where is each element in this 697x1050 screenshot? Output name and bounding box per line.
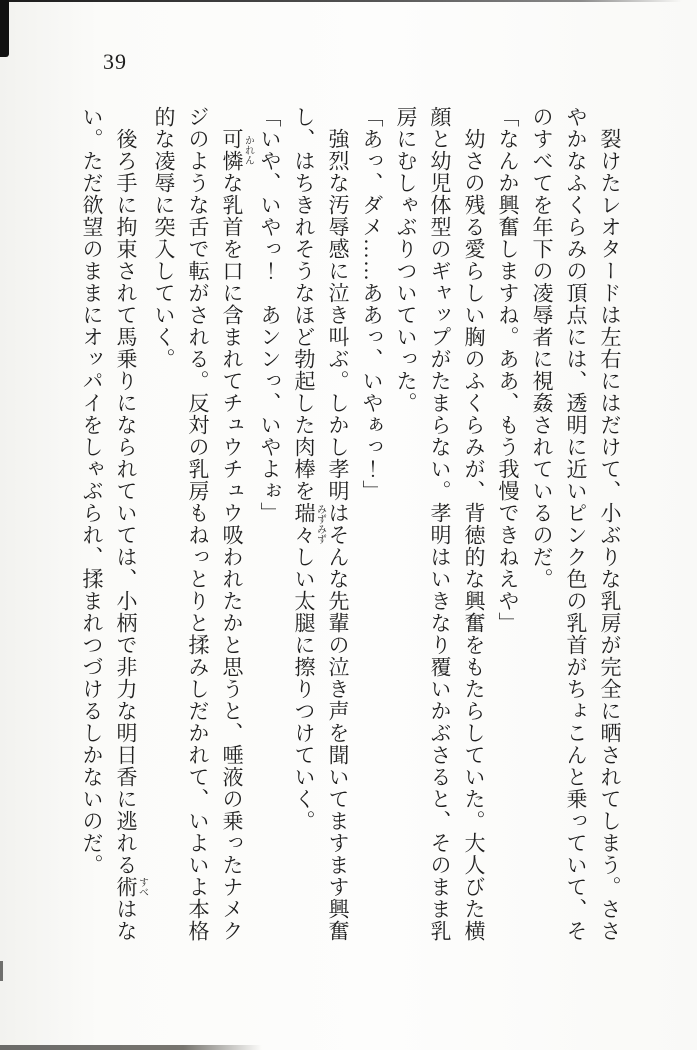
narration-paragraph: 幼さの残る愛らしい胸のふくらみが、背徳的な興奮をもたらしていた。大人びた横顔と幼児体型のギャップがたまらない。孝明はいきなり覆いかぶさると、そのまま乳房にむしゃぶりついていった。 xyxy=(394,106,486,942)
furigana: すべ xyxy=(136,876,148,898)
furigana: かれん xyxy=(242,128,254,172)
text-block xyxy=(81,106,627,946)
dialogue-paragraph: 「いや、いやっ！ あンンっ、いやよぉ」 xyxy=(258,106,282,524)
ruby-annotated-word: 瑞々みずみず xyxy=(292,502,326,546)
narration-paragraph: 後ろ手に拘束されて馬乗りになられていては、小柄で非力な明日香に逃れる術すべはない。ただ欲望のままにオッパイをしゃぶられ、揉まれつづけるしかないのだ。 xyxy=(80,106,148,942)
scan-artifact-bottom-edge xyxy=(0,1045,262,1050)
dialogue-paragraph: 「なんか興奮しますね。ああ、もう我慢できねえや」 xyxy=(496,106,520,634)
narration-paragraph: 可憐かれんな乳首を口に含まれてチュウチュウ吸われたかと思うと、唾液の乗ったナメクジのような舌で転がされる。反対の乳房もねっとりと揉みしだかれて、いよいよ本格的な凌辱に突入していく。 xyxy=(152,106,254,942)
ruby-annotated-word: 術すべ xyxy=(114,876,148,898)
dialogue-paragraph: 「あっ、ダメ……ああっ、いやぁっ！」 xyxy=(360,106,384,502)
narration-paragraph: 強烈な汚辱感に泣き叫ぶ。しかし孝明はそんな先輩の泣き声を聞いてますます興奮し、はちきれそうなほど勃起した肉棒を瑞々みずみずしい太腿に擦りつけていく。 xyxy=(292,106,350,942)
scan-artifact-top-edge xyxy=(0,0,682,2)
scan-artifact-top-left-bar xyxy=(0,0,9,57)
page-number: 39 xyxy=(103,49,127,74)
narration-paragraph: 裂けたレオタードは左右にはだけて、小ぶりな乳房が完全に晒されてしまう。ささやかなふくらみの頂点には、透明に近いピンク色の乳首がちょこんと乗っていて、そのすべてを年下の凌辱者に視姦されているのだ。 xyxy=(530,106,622,942)
ruby-annotated-word: 可憐かれん xyxy=(220,128,254,172)
scan-artifact-left-edge-mark xyxy=(0,961,3,981)
furigana: みずみず xyxy=(314,502,326,546)
